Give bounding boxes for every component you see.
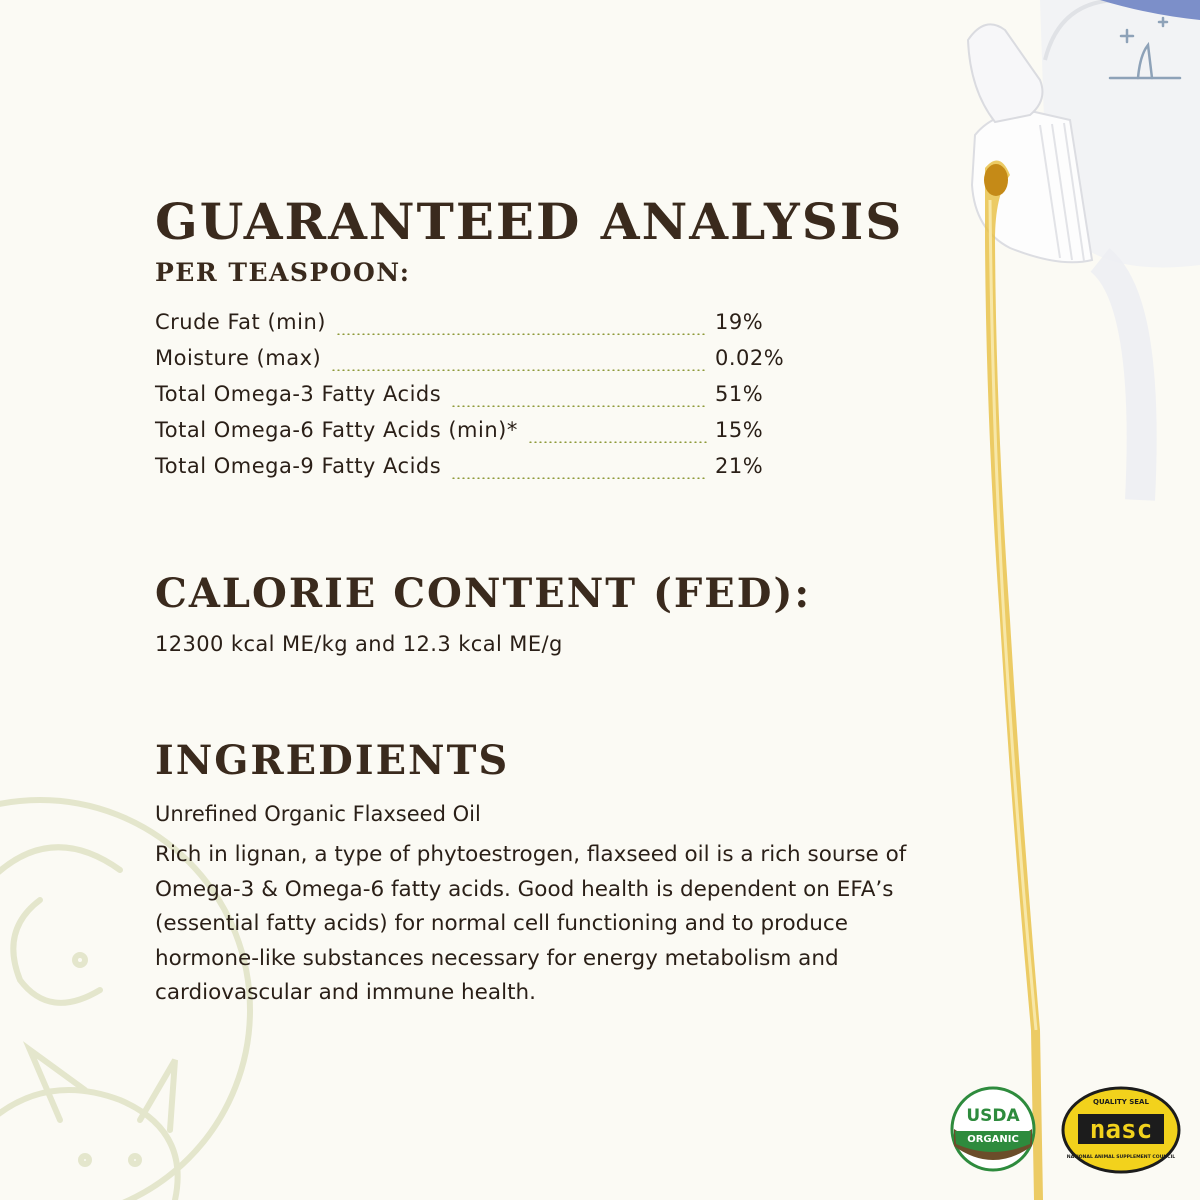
analysis-row [155, 418, 795, 454]
quality-seal-label: QUALITY SEAL [1093, 1098, 1149, 1106]
nasc-quality-seal [1060, 1084, 1182, 1176]
bottle-illustration [968, 0, 1200, 500]
usda-label: USDA [966, 1106, 1020, 1126]
leader-dots [451, 405, 707, 407]
leader-dots [336, 333, 707, 335]
leader-dots [331, 369, 707, 371]
row-value: 51% [715, 382, 764, 406]
nasc-council-label: NATIONAL ANIMAL SUPPLEMENT COUNCIL [1066, 1155, 1176, 1160]
row-label: Total Omega-6 Fatty Acids (min)* [155, 418, 518, 442]
row-value: 0.02% [715, 346, 785, 370]
per-teaspoon-subheading: PER TEASPOON: [155, 258, 411, 287]
analysis-row [155, 346, 795, 382]
row-value: 21% [715, 454, 764, 478]
oil-stream-illustration [984, 160, 1043, 1200]
organic-label: ORGANIC [967, 1134, 1019, 1145]
nasc-mark: nasc [1089, 1115, 1153, 1145]
row-value: 19% [715, 310, 764, 334]
analysis-table [155, 310, 795, 490]
analysis-row [155, 454, 795, 490]
leader-dots [451, 477, 707, 479]
row-label: Crude Fat (min) [155, 310, 326, 334]
calorie-content-text: 12300 kcal ME/kg and 12.3 kcal ME/g [155, 632, 563, 656]
ingredient-name: Unrefined Organic Flaxseed Oil [155, 802, 481, 826]
calorie-content-heading: CALORIE CONTENT (FED): [155, 570, 812, 617]
ingredients-heading: INGREDIENTS [155, 737, 510, 784]
analysis-row [155, 310, 795, 346]
leader-dots [528, 441, 707, 443]
row-value: 15% [715, 418, 764, 442]
ingredient-description: Rich in lignan, a type of phytoestrogen, flaxseed oil is a rich sourse of Omega-3 & Omega-6 fatty acids. Good health is dependent on EFA’s (essential fatty acids) for normal cell functioning and to produce hormone-like substances necessary for energy metabolism and cardiovascular and immune health. [155, 842, 907, 1005]
row-label: Total Omega-3 Fatty Acids [155, 382, 442, 406]
analysis-row [155, 382, 795, 418]
row-label: Moisture (max) [155, 346, 322, 370]
usda-organic-seal [950, 1086, 1036, 1172]
row-label: Total Omega-9 Fatty Acids [155, 454, 442, 478]
guaranteed-analysis-heading: GUARANTEED ANALYSIS [155, 192, 904, 251]
